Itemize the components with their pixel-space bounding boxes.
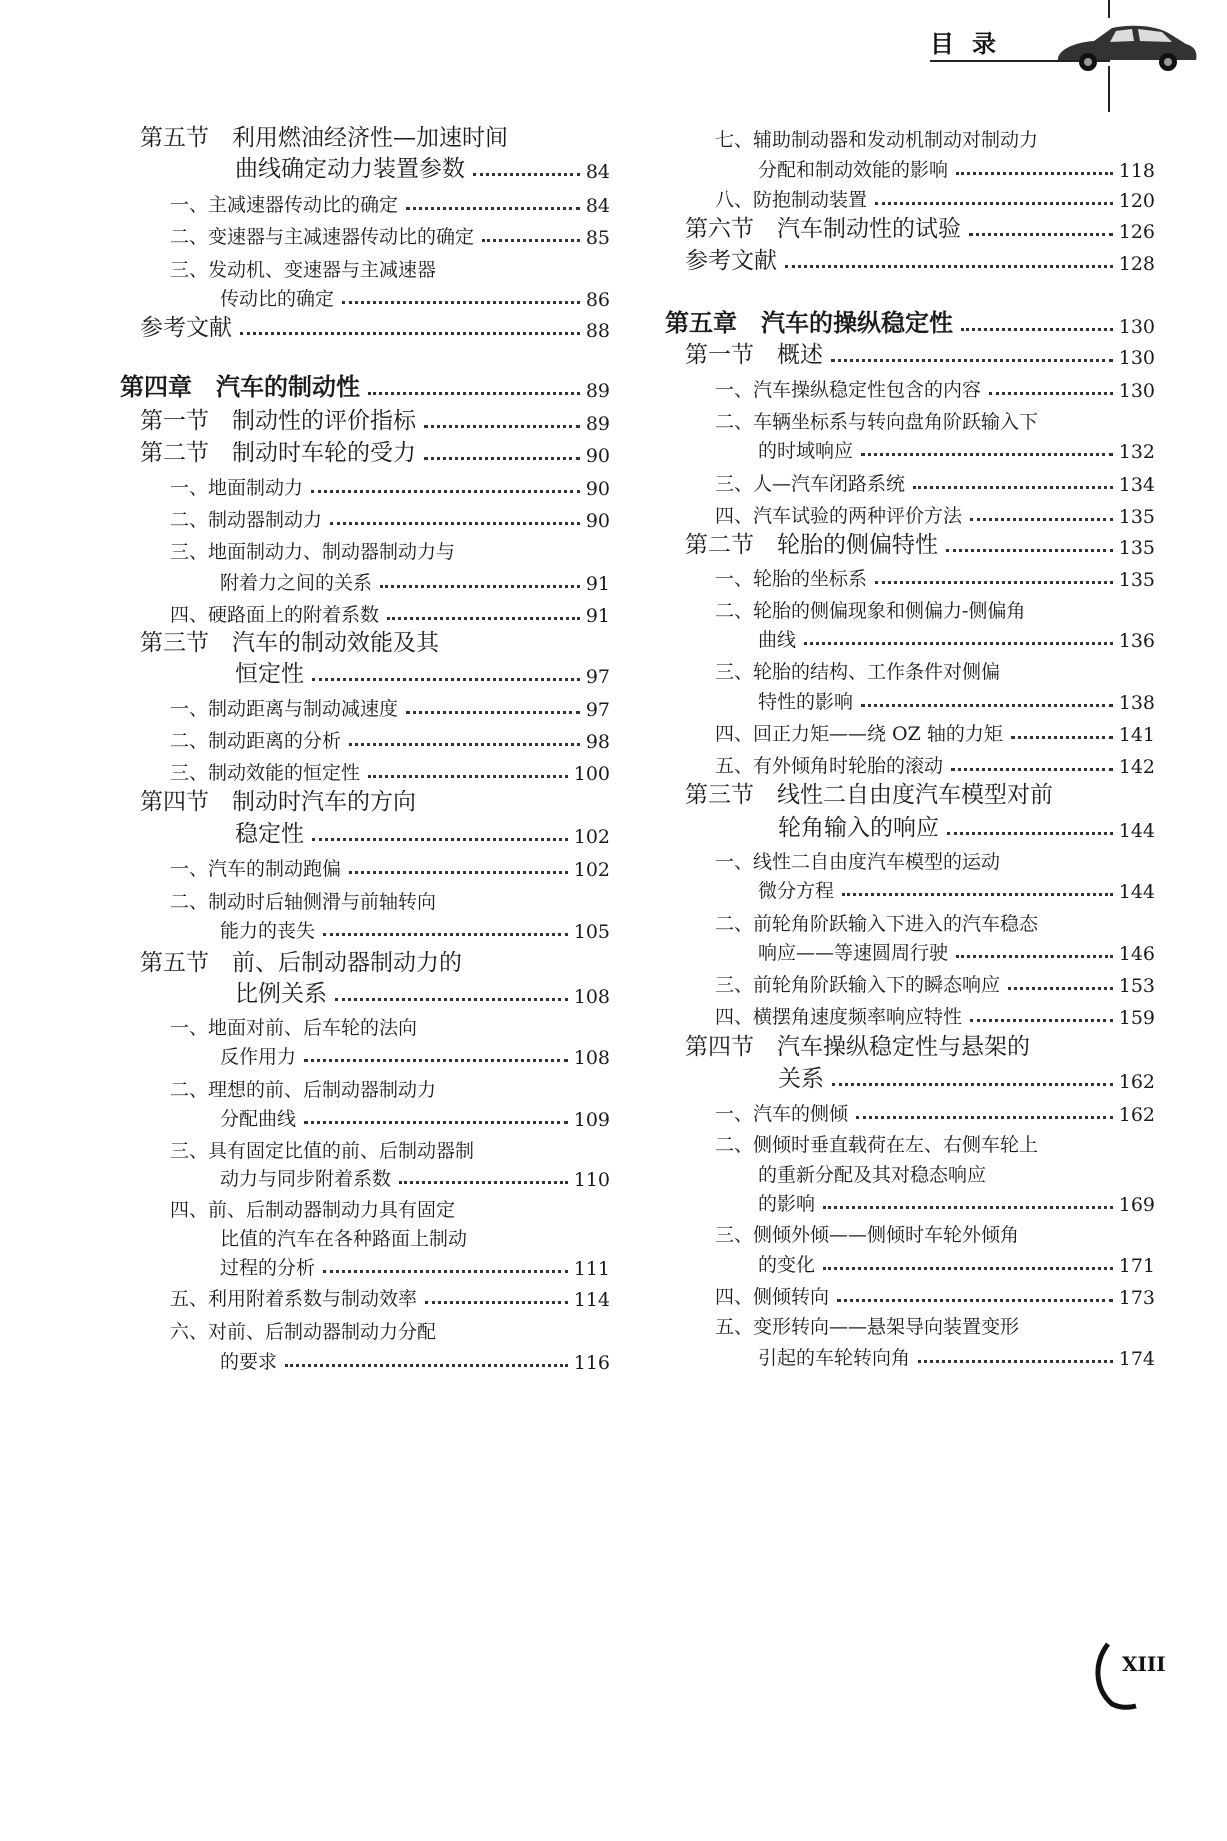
toc-leader-dots bbox=[913, 485, 1113, 489]
toc-entry-page: 97 bbox=[585, 699, 610, 721]
toc-entry bbox=[235, 978, 610, 1008]
toc-entry-page: 89 bbox=[585, 380, 610, 402]
toc-leader-dots bbox=[956, 171, 1113, 175]
toc-entry-page: 105 bbox=[573, 921, 610, 943]
toc-entry-title: 第六节 汽车制动性的试验 bbox=[685, 216, 961, 242]
toc-entry bbox=[170, 691, 610, 721]
toc-entry bbox=[715, 1309, 1019, 1339]
toc-leader-dots bbox=[425, 1300, 568, 1304]
toc-leader-dots bbox=[1011, 735, 1113, 739]
toc-leader-dots bbox=[399, 1180, 568, 1184]
toc-entry bbox=[235, 153, 610, 183]
toc-entry bbox=[220, 1101, 610, 1131]
toc-entry-page: 84 bbox=[585, 161, 610, 183]
toc-entry-title: 传动比的确定 bbox=[220, 288, 335, 310]
toc-entry bbox=[758, 152, 1155, 182]
toc-entry-title: 轮角输入的响应 bbox=[778, 815, 939, 841]
toc-entry-title: 的影响 bbox=[758, 1193, 816, 1215]
toc-entry-title: 附着力之间的关系 bbox=[220, 572, 373, 594]
toc-entry-title: 五、变形转向——悬架导向装置变形 bbox=[715, 1316, 1020, 1338]
toc-entry-page: 128 bbox=[1118, 253, 1155, 275]
toc-entry bbox=[170, 884, 436, 914]
toc-entry bbox=[758, 1157, 986, 1187]
toc-entry bbox=[235, 818, 610, 848]
toc-entry-page: 85 bbox=[585, 227, 610, 249]
toc-entry bbox=[758, 622, 1155, 652]
toc-entry bbox=[758, 1340, 1155, 1370]
toc-entry bbox=[685, 245, 1155, 275]
toc-entry bbox=[220, 1250, 610, 1280]
toc-entry bbox=[715, 1127, 1038, 1157]
toc-entry bbox=[170, 597, 610, 627]
toc-entry bbox=[120, 372, 610, 402]
toc-leader-dots bbox=[323, 1269, 568, 1273]
toc-entry-page: 97 bbox=[585, 666, 610, 688]
toc-entry-page: 116 bbox=[573, 1352, 610, 1374]
toc-entry bbox=[715, 1217, 1019, 1247]
toc-entry-page: 130 bbox=[1118, 347, 1155, 369]
toc-entry-title: 响应——等速圆周行驶 bbox=[758, 942, 949, 964]
toc-entry bbox=[715, 654, 1000, 684]
toc-entry-title: 二、车辆坐标系与转向盘角阶跃输入下 bbox=[715, 411, 1039, 433]
toc-entry bbox=[715, 593, 1025, 623]
toc-leader-dots bbox=[285, 1363, 568, 1367]
toc-entry bbox=[715, 906, 1038, 936]
toc-entry bbox=[170, 187, 610, 217]
toc-leader-dots bbox=[956, 954, 1113, 958]
toc-leader-dots bbox=[304, 1120, 568, 1124]
toc-leader-dots bbox=[330, 521, 580, 525]
toc-entry-page: 174 bbox=[1118, 1348, 1155, 1370]
toc-entry bbox=[170, 851, 610, 881]
toc-entry bbox=[715, 844, 1000, 874]
toc-entry-title: 四、侧倾转向 bbox=[715, 1286, 830, 1308]
toc-entry-page: 100 bbox=[573, 763, 610, 785]
toc-entry bbox=[715, 967, 1155, 997]
toc-entry-title: 微分方程 bbox=[758, 880, 835, 902]
toc-entry-page: 146 bbox=[1118, 943, 1155, 965]
toc-entry-title: 参考文献 bbox=[685, 248, 777, 274]
toc-entry-title: 分配和制动效能的影响 bbox=[758, 159, 949, 181]
toc-entry-title: 三、轮胎的结构、工作条件对侧偏 bbox=[715, 661, 1001, 683]
toc-entry-title: 六、对前、后制动器制动力分配 bbox=[170, 1321, 437, 1343]
toc-entry-title: 第四章 汽车的制动性 bbox=[120, 373, 360, 401]
toc-leader-dots bbox=[1008, 986, 1113, 990]
toc-entry bbox=[170, 534, 455, 564]
toc-entry bbox=[758, 433, 1155, 463]
toc-leader-dots bbox=[823, 1266, 1113, 1270]
toc-leader-dots bbox=[304, 1058, 568, 1062]
toc-entry bbox=[220, 281, 610, 311]
toc-entry-title: 恒定性 bbox=[235, 661, 304, 687]
toc-entry-title: 第一节 概述 bbox=[685, 342, 823, 368]
toc-leader-dots bbox=[804, 641, 1113, 645]
toc-entry-title: 分配曲线 bbox=[220, 1108, 297, 1130]
toc-entry-page: 138 bbox=[1118, 692, 1155, 714]
car-icon bbox=[1050, 14, 1200, 74]
toc-entry bbox=[170, 1192, 455, 1222]
toc-entry bbox=[170, 219, 610, 249]
toc-entry-page: 98 bbox=[585, 731, 610, 753]
toc-entry-title: 一、地面制动力 bbox=[170, 477, 304, 499]
toc-entry-page: 89 bbox=[585, 413, 610, 435]
toc-entry-page: 130 bbox=[1118, 380, 1155, 402]
toc-leader-dots bbox=[961, 327, 1113, 331]
toc-entry-title: 第二节 制动时车轮的受力 bbox=[140, 440, 416, 466]
toc-entry-page: 120 bbox=[1118, 190, 1155, 212]
toc-entry-title: 二、理想的前、后制动器制动力 bbox=[170, 1079, 437, 1101]
toc-leader-dots bbox=[240, 331, 580, 335]
toc-entry bbox=[715, 122, 1038, 152]
toc-entry bbox=[140, 947, 462, 977]
toc-entry-page: 109 bbox=[573, 1109, 610, 1131]
toc-entry bbox=[140, 405, 610, 435]
toc-entry bbox=[235, 658, 610, 688]
toc-entry bbox=[715, 498, 1155, 528]
toc-entry-page: 86 bbox=[585, 289, 610, 311]
toc-leader-dots bbox=[311, 489, 580, 493]
toc-entry-title: 第五章 汽车的操纵稳定性 bbox=[665, 309, 953, 337]
toc-entry-title: 动力与同步附着系数 bbox=[220, 1168, 392, 1190]
toc-entry-page: 111 bbox=[573, 1258, 610, 1280]
toc-entry-page: 153 bbox=[1118, 975, 1155, 997]
toc-leader-dots bbox=[312, 837, 568, 841]
toc-leader-dots bbox=[406, 206, 580, 210]
toc-entry-title: 第二节 轮胎的侧偏特性 bbox=[685, 532, 938, 558]
toc-entry bbox=[665, 308, 1155, 338]
toc-entry bbox=[140, 627, 439, 657]
toc-leader-dots bbox=[947, 831, 1113, 835]
toc-entry bbox=[715, 748, 1155, 778]
toc-leader-dots bbox=[406, 710, 580, 714]
toc-entry-title: 过程的分析 bbox=[220, 1257, 316, 1279]
toc-entry-page: 118 bbox=[1118, 160, 1155, 182]
toc-entry-title: 五、利用附着系数与制动效率 bbox=[170, 1288, 418, 1310]
toc-entry bbox=[685, 213, 1155, 243]
toc-entry-page: 114 bbox=[573, 1289, 610, 1311]
toc-entry bbox=[715, 561, 1155, 591]
toc-leader-dots bbox=[918, 1359, 1113, 1363]
toc-entry-title: 七、辅助制动器和发动机制动对制动力 bbox=[715, 129, 1039, 151]
toc-entry-title: 比例关系 bbox=[235, 981, 327, 1007]
toc-entry-title: 一、汽车的制动跑偏 bbox=[170, 858, 342, 880]
toc-entry-title: 二、变速器与主减速器传动比的确定 bbox=[170, 226, 475, 248]
toc-entry bbox=[220, 1221, 467, 1251]
toc-entry-title: 第一节 制动性的评价指标 bbox=[140, 408, 416, 434]
toc-entry-title: 的重新分配及其对稳态响应 bbox=[758, 1164, 987, 1186]
toc-entry bbox=[140, 312, 610, 342]
toc-entry-title: 一、汽车操纵稳定性包含的内容 bbox=[715, 379, 982, 401]
toc-entry bbox=[715, 466, 1155, 496]
toc-entry bbox=[715, 1096, 1155, 1126]
toc-entry-title: 一、线性二自由度汽车模型的运动 bbox=[715, 851, 1001, 873]
toc-entry-title: 第三节 汽车的制动效能及其 bbox=[140, 630, 439, 656]
toc-entry-page: 108 bbox=[573, 1047, 610, 1069]
toc-entry-title: 曲线确定动力装置参数 bbox=[235, 156, 465, 182]
toc-entry bbox=[170, 1314, 436, 1344]
toc-entry-page: 134 bbox=[1118, 474, 1155, 496]
toc-entry-page: 162 bbox=[1118, 1104, 1155, 1126]
toc-leader-dots bbox=[837, 1298, 1113, 1302]
toc-entry bbox=[220, 1344, 610, 1374]
toc-entry bbox=[758, 935, 1155, 965]
toc-leader-dots bbox=[380, 584, 580, 588]
toc-entry-title: 一、轮胎的坐标系 bbox=[715, 568, 868, 590]
toc-entry bbox=[685, 339, 1155, 369]
toc-entry-title: 第三节 线性二自由度汽车模型对前 bbox=[685, 782, 1053, 808]
toc-entry-page: 110 bbox=[573, 1169, 610, 1191]
toc-entry-title: 三、发动机、变速器与主减速器 bbox=[170, 259, 437, 281]
toc-leader-dots bbox=[842, 892, 1113, 896]
toc-entry-title: 四、回正力矩——绕 OZ 轴的力矩 bbox=[715, 723, 1003, 745]
toc-entry bbox=[170, 1281, 610, 1311]
toc-entry-page: 91 bbox=[585, 573, 610, 595]
toc-leader-dots bbox=[951, 767, 1113, 771]
toc-entry-title: 的时域响应 bbox=[758, 440, 854, 462]
toc-leader-dots bbox=[368, 391, 580, 395]
toc-entry bbox=[220, 1161, 610, 1191]
toc-entry-page: 159 bbox=[1118, 1007, 1155, 1029]
toc-entry-page: 88 bbox=[585, 320, 610, 342]
toc-leader-dots bbox=[969, 232, 1113, 236]
toc-entry bbox=[758, 873, 1155, 903]
toc-entry bbox=[758, 1247, 1155, 1277]
toc-entry-page: 102 bbox=[573, 826, 610, 848]
toc-entry bbox=[170, 502, 610, 532]
toc-leader-dots bbox=[349, 870, 568, 874]
toc-entry-page: 142 bbox=[1118, 756, 1155, 778]
toc-leader-dots bbox=[387, 616, 580, 620]
toc-entry bbox=[220, 1039, 610, 1069]
toc-entry-title: 一、主减速器传动比的确定 bbox=[170, 194, 399, 216]
toc-entry bbox=[778, 1063, 1155, 1093]
toc-entry bbox=[715, 1279, 1155, 1309]
toc-entry bbox=[170, 470, 610, 500]
toc-entry bbox=[758, 1186, 1155, 1216]
running-header-title: 目录 bbox=[930, 30, 1014, 58]
toc-entry-title: 一、制动距离与制动减速度 bbox=[170, 698, 399, 720]
toc-entry bbox=[778, 812, 1155, 842]
toc-entry-page: 173 bbox=[1118, 1287, 1155, 1309]
toc-entry bbox=[140, 122, 508, 152]
toc-entry-title: 第四节 汽车操纵稳定性与悬架的 bbox=[685, 1034, 1030, 1060]
toc-entry-title: 三、地面制动力、制动器制动力与 bbox=[170, 541, 456, 563]
toc-leader-dots bbox=[424, 456, 580, 460]
toc-entry bbox=[715, 372, 1155, 402]
toc-entry bbox=[170, 1133, 474, 1163]
toc-entry bbox=[170, 755, 610, 785]
toc-entry-page: 90 bbox=[585, 510, 610, 532]
toc-entry-title: 三、前轮角阶跃输入下的瞬态响应 bbox=[715, 974, 1001, 996]
toc-entry-title: 一、汽车的侧倾 bbox=[715, 1103, 849, 1125]
toc-leader-dots bbox=[946, 548, 1113, 552]
toc-entry-title: 四、前、后制动器制动力具有固定 bbox=[170, 1199, 456, 1221]
toc-entry-title: 三、具有固定比值的前、后制动器制 bbox=[170, 1140, 475, 1162]
toc-leader-dots bbox=[861, 452, 1113, 456]
toc-entry bbox=[220, 913, 610, 943]
toc-leader-dots bbox=[970, 517, 1113, 521]
toc-entry-page: 90 bbox=[585, 478, 610, 500]
toc-entry bbox=[220, 565, 610, 595]
toc-entry-title: 反作用力 bbox=[220, 1046, 297, 1068]
toc-entry-page: 144 bbox=[1118, 820, 1155, 842]
toc-entry-title: 引起的车轮转向角 bbox=[758, 1347, 911, 1369]
toc-entry-title: 一、地面对前、后车轮的法向 bbox=[170, 1017, 418, 1039]
toc-entry-title: 三、制动效能的恒定性 bbox=[170, 762, 361, 784]
toc-leader-dots bbox=[831, 358, 1113, 362]
toc-leader-dots bbox=[323, 932, 568, 936]
toc-leader-dots bbox=[823, 1205, 1113, 1209]
toc-entry-page: 84 bbox=[585, 195, 610, 217]
toc-entry bbox=[685, 529, 1155, 559]
toc-entry-title: 三、侧倾外倾——侧倾时车轮外倾角 bbox=[715, 1224, 1020, 1246]
toc-entry-title: 比值的汽车在各种路面上制动 bbox=[220, 1228, 468, 1250]
toc-leader-dots bbox=[342, 300, 580, 304]
toc-entry bbox=[715, 716, 1155, 746]
toc-leader-dots bbox=[424, 424, 580, 428]
toc-entry-title: 二、制动器制动力 bbox=[170, 509, 323, 531]
toc-entry bbox=[170, 1010, 417, 1040]
toc-entry-title: 二、制动距离的分析 bbox=[170, 730, 342, 752]
toc-entry-page: 135 bbox=[1118, 506, 1155, 528]
toc-leader-dots bbox=[312, 677, 580, 681]
toc-entry-page: 132 bbox=[1118, 441, 1155, 463]
toc-entry-page: 169 bbox=[1118, 1194, 1155, 1216]
toc-entry-page: 90 bbox=[585, 445, 610, 467]
toc-entry-title: 二、制动时后轴侧滑与前轴转向 bbox=[170, 891, 437, 913]
toc-entry-page: 91 bbox=[585, 605, 610, 627]
toc-entry-page: 126 bbox=[1118, 221, 1155, 243]
toc-leader-dots bbox=[989, 391, 1113, 395]
toc-leader-dots bbox=[832, 1082, 1113, 1086]
toc-entry-title: 四、横摆角速度频率响应特性 bbox=[715, 1006, 963, 1028]
toc-entry-title: 第五节 利用燃油经济性—加速时间 bbox=[140, 125, 508, 151]
toc-leader-dots bbox=[335, 997, 568, 1001]
toc-leader-dots bbox=[785, 264, 1113, 268]
toc-entry bbox=[715, 999, 1155, 1029]
toc-entry-page: 130 bbox=[1118, 316, 1155, 338]
toc-entry-title: 二、轮胎的侧偏现象和侧偏力-侧偏角 bbox=[715, 600, 1026, 622]
toc-entry bbox=[715, 182, 1155, 212]
toc-leader-dots bbox=[875, 201, 1113, 205]
toc-entry-page: 108 bbox=[573, 986, 610, 1008]
toc-entry-title: 的变化 bbox=[758, 1254, 816, 1276]
toc-entry-page: 136 bbox=[1118, 630, 1155, 652]
toc-entry-title: 二、侧倾时垂直载荷在左、右侧车轮上 bbox=[715, 1134, 1039, 1156]
toc-entry-page: 162 bbox=[1118, 1071, 1155, 1093]
toc-entry bbox=[715, 404, 1038, 434]
toc-leader-dots bbox=[875, 580, 1113, 584]
toc-leader-dots bbox=[473, 172, 580, 176]
toc-entry bbox=[140, 786, 416, 816]
toc-entry-page: 135 bbox=[1118, 569, 1155, 591]
toc-entry-title: 四、汽车试验的两种评价方法 bbox=[715, 505, 963, 527]
toc-entry bbox=[170, 252, 436, 282]
toc-entry bbox=[685, 779, 1053, 809]
toc-entry-title: 八、防抱制动装置 bbox=[715, 189, 868, 211]
toc-entry-title: 三、人—汽车闭路系统 bbox=[715, 473, 906, 495]
toc-entry-page: 135 bbox=[1118, 537, 1155, 559]
toc-entry-title: 参考文献 bbox=[140, 315, 232, 341]
toc-entry-title: 五、有外倾角时轮胎的滚动 bbox=[715, 755, 944, 777]
toc-leader-dots bbox=[970, 1018, 1113, 1022]
toc-leader-dots bbox=[349, 742, 580, 746]
toc-entry bbox=[140, 437, 610, 467]
toc-entry-title: 第五节 前、后制动器制动力的 bbox=[140, 950, 462, 976]
toc-entry bbox=[758, 684, 1155, 714]
toc-entry-title: 稳定性 bbox=[235, 821, 304, 847]
toc-entry bbox=[170, 723, 610, 753]
toc-entry-title: 第四节 制动时汽车的方向 bbox=[140, 789, 416, 815]
toc-entry-page: 171 bbox=[1118, 1255, 1155, 1277]
toc-entry-title: 二、前轮角阶跃输入下进入的汽车稳态 bbox=[715, 913, 1039, 935]
toc-leader-dots bbox=[482, 238, 580, 242]
toc-leader-dots bbox=[368, 774, 568, 778]
toc-entry-title: 关系 bbox=[778, 1066, 824, 1092]
toc-entry-page: 144 bbox=[1118, 881, 1155, 903]
toc-entry-title: 四、硬路面上的附着系数 bbox=[170, 604, 380, 626]
toc-entry-title: 特性的影响 bbox=[758, 691, 854, 713]
toc-leader-dots bbox=[861, 703, 1113, 707]
toc-entry-page: 102 bbox=[573, 859, 610, 881]
toc-entry-title: 的要求 bbox=[220, 1351, 278, 1373]
page-number: XIII bbox=[1122, 1652, 1166, 1676]
toc-entry-title: 曲线 bbox=[758, 629, 797, 651]
toc-entry-page: 141 bbox=[1118, 724, 1155, 746]
toc-entry-title: 能力的丧失 bbox=[220, 920, 316, 942]
toc-entry bbox=[170, 1072, 436, 1102]
toc-entry bbox=[685, 1031, 1030, 1061]
toc-leader-dots bbox=[856, 1115, 1113, 1119]
